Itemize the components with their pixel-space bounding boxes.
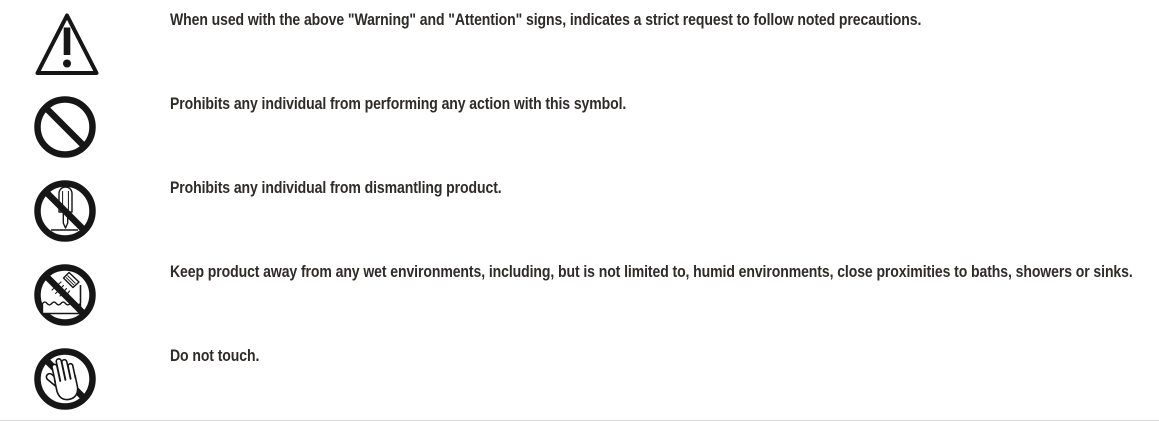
safety-item-text: Do not touch. — [170, 347, 260, 365]
safety-item-text: Prohibits any individual from performing any action with this symbol. — [170, 95, 627, 113]
safety-item-row — [0, 261, 1159, 345]
no-wet-environment-icon — [34, 264, 98, 328]
safety-item-row — [0, 177, 1159, 261]
warning-triangle-icon — [35, 13, 99, 77]
safety-item-row — [0, 93, 1159, 177]
safety-item-row — [0, 9, 1159, 93]
safety-item-text: When used with the above "Warning" and "Attention" signs, indicates a strict request to follow noted precautions. — [170, 11, 922, 29]
prohibited-action-icon — [34, 96, 98, 160]
do-not-touch-icon — [34, 348, 98, 412]
safety-item-text: Keep product away from any wet environments, including, but is not limited to, humid environments, close proximities to baths, showers or sinks. — [170, 263, 1133, 281]
safety-item-row — [0, 345, 1159, 421]
no-dismantling-icon — [34, 180, 98, 244]
safety-item-text: Prohibits any individual from dismantling product. — [170, 179, 502, 197]
